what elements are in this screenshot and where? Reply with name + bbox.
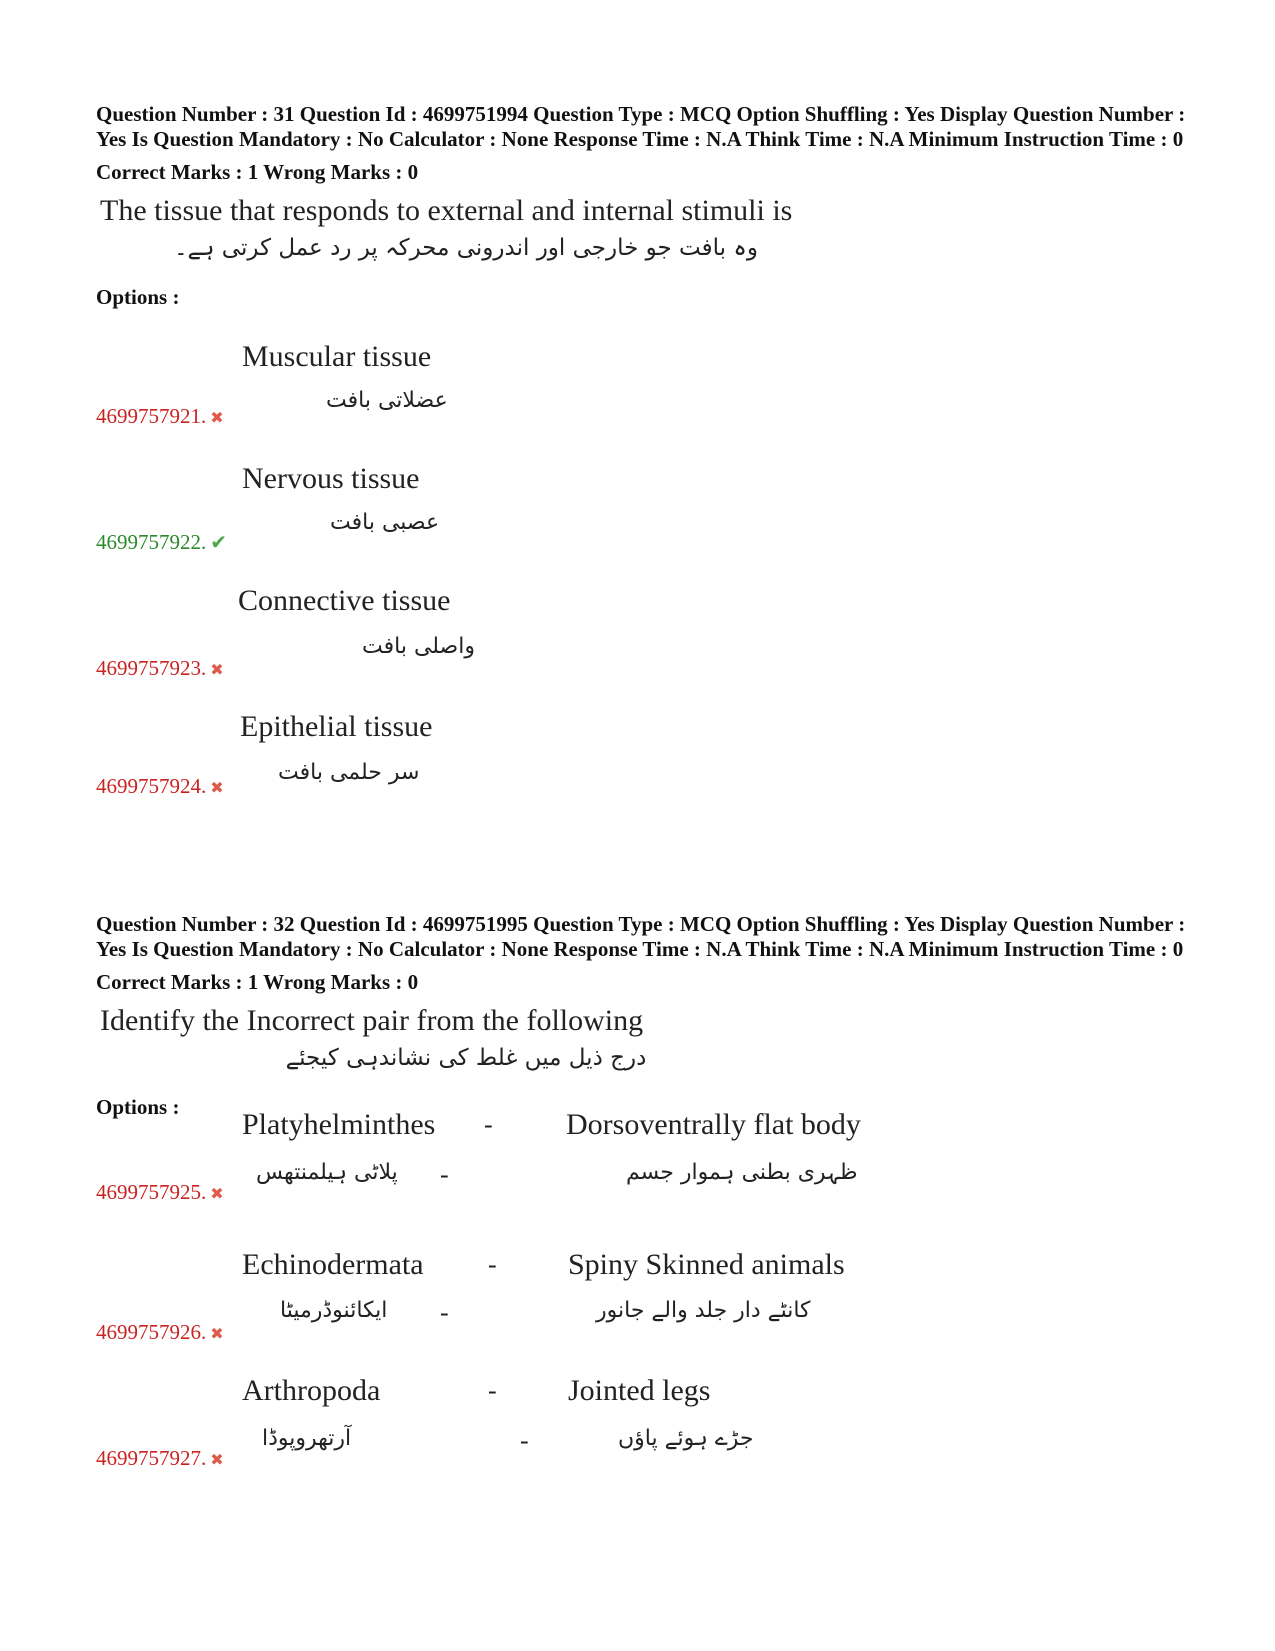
option-text-urdu: واصلی بافت (362, 634, 475, 659)
check-icon: ✔ (210, 532, 228, 554)
cross-icon: ✖ (210, 1452, 224, 1469)
pair-separator: - (488, 1250, 497, 1279)
option-text-english: Muscular tissue (242, 340, 432, 373)
option-id: 4699757922. ✔ (96, 530, 228, 554)
option-text-english-left: Arthropoda (242, 1374, 381, 1407)
options-label: Options : (96, 1095, 180, 1119)
cross-icon: ✖ (210, 662, 224, 679)
cross-icon: ✖ (210, 410, 224, 427)
question-stem-urdu: وہ بافت جو خارجی اور اندرونی محرکہ پر رد عمل کرتی ہے۔ (174, 235, 758, 261)
option-id: 4699757926. ✖ (96, 1320, 224, 1344)
question-marks: Correct Marks : 1 Wrong Marks : 0 (96, 160, 419, 184)
cross-icon: ✖ (210, 780, 224, 797)
pair-separator: - (488, 1376, 497, 1405)
option-id: 4699757927. ✖ (96, 1446, 224, 1470)
option-text-english-right: Spiny Skinned animals (568, 1248, 845, 1281)
question-31-block (96, 102, 1196, 310)
option-id: 4699757925. ✖ (96, 1180, 224, 1204)
cross-icon: ✖ (210, 1186, 224, 1203)
question-marks: Correct Marks : 1 Wrong Marks : 0 (96, 970, 419, 994)
cross-icon: ✖ (210, 1326, 224, 1343)
option-text-urdu-right: کانٹے دار جلد والے جانور (596, 1298, 811, 1323)
pair-separator: - (440, 1160, 449, 1189)
option-text-english: Epithelial tissue (240, 710, 433, 743)
question-stem-english: The tissue that responds to external and internal stimuli is (100, 194, 793, 227)
option-text-urdu: عصبی بافت (330, 510, 440, 535)
pair-separator: - (484, 1110, 493, 1139)
pair-separator: - (440, 1298, 449, 1327)
question-stem-english: Identify the Incorrect pair from the following (100, 1004, 644, 1037)
option-text-urdu: سر حلمی بافت (278, 760, 420, 785)
question-stem-urdu: درج ذیل میں غلط کی نشاندہی کیجئے (285, 1045, 647, 1071)
pair-separator: - (520, 1426, 529, 1455)
option-text-english-right: Dorsoventrally flat body (566, 1108, 861, 1141)
question-32-block (96, 912, 1196, 1120)
option-text-urdu-left: پلاٹی ہیلمنتھس (256, 1160, 398, 1185)
option-id: 4699757924. ✖ (96, 774, 224, 798)
option-text-urdu-right: جڑے ہوئے پاؤں (618, 1426, 754, 1451)
option-id: 4699757921. ✖ (96, 404, 224, 428)
option-text-english: Connective tissue (238, 584, 451, 617)
option-text-english-right: Jointed legs (568, 1374, 711, 1407)
option-text-english-left: Platyhelminthes (242, 1108, 436, 1141)
question-meta: Question Number : 31 Question Id : 4699751994 Question Type : MCQ Option Shuffling : Yes Display Question Number : Yes Is Question Mandatory : No Calculator : None Response Time : N.A Think Time : N.A Minimum Instruction Time : 0 (96, 102, 1186, 151)
option-text-urdu-left: ایکائنوڈرمیٹا (280, 1298, 388, 1323)
option-text-urdu-left: آرتھروپوڈا (262, 1426, 352, 1451)
option-text-urdu-right: ظہری بطنی ہموار جسم (626, 1160, 858, 1185)
option-text-urdu: عضلاتی بافت (326, 388, 448, 413)
option-text-english: Nervous tissue (242, 462, 420, 495)
option-id: 4699757923. ✖ (96, 656, 224, 680)
options-label: Options : (96, 285, 180, 309)
option-text-english-left: Echinodermata (242, 1248, 424, 1281)
question-meta: Question Number : 32 Question Id : 4699751995 Question Type : MCQ Option Shuffling : Yes Display Question Number : Yes Is Question Mandatory : No Calculator : None Response Time : N.A Think Time : N.A Minimum Instruction Time : 0 (96, 912, 1186, 961)
